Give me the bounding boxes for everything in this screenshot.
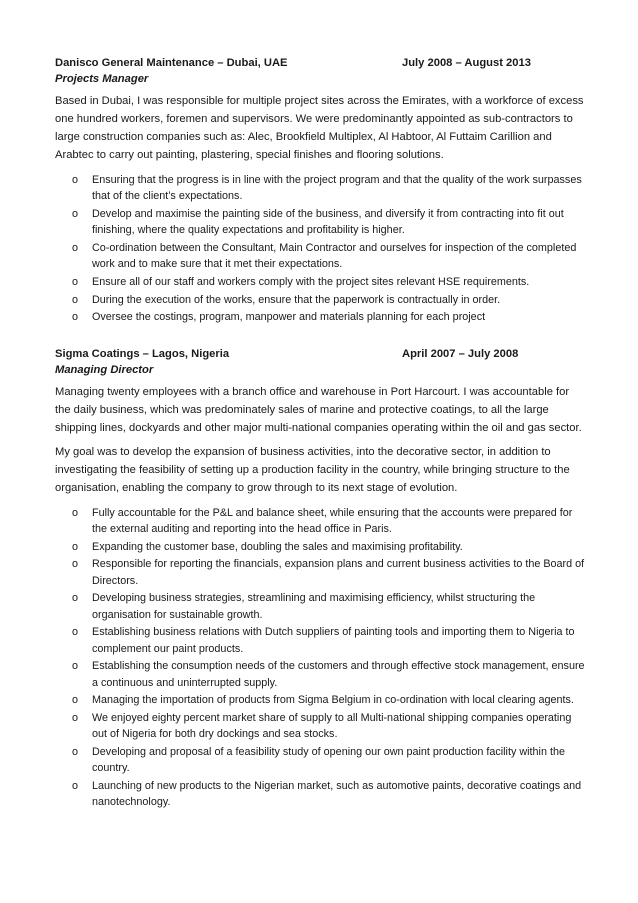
list-item: [55, 539, 587, 555]
list-item-text: Oversee the costings, program, manpower and materials planning for each project: [92, 311, 486, 324]
job-goal-description: My goal was to develop the expansion of business activities, into the decorative sector, in addition to investigating the feasibility of setting up a production facility in the country, while bringing structure to the organisation, enabling the company to grow through to its next stage of evolution.: [55, 445, 570, 494]
job-header: [55, 55, 587, 71]
list-item-text: Managing the importation of products from Sigma Belgium in co-ordination with local clearing agents.: [92, 694, 574, 707]
bullet-icon: o: [72, 276, 79, 288]
bullet-icon: o: [72, 694, 79, 707]
bullet-icon: o: [72, 779, 79, 792]
list-item: [55, 590, 587, 623]
list-item: [55, 240, 587, 273]
company-location: Danisco General Maintenance – Dubai, UAE: [55, 57, 288, 69]
list-item: [55, 744, 587, 777]
responsibilities-list: [55, 172, 587, 326]
list-item-text: Launching of new products to the Nigerian market, such as automotive paints, decorative coatings and nanotechnology.: [92, 779, 582, 809]
bullet-icon: o: [72, 558, 79, 571]
job-entry-sigma: [55, 346, 587, 811]
list-item: [55, 274, 587, 290]
list-item: [55, 658, 587, 691]
job-description: Managing twenty employees with a branch office and warehouse in Port Harcourt. I was accountable for the daily business, which was predominately sales of marine and protective coatings, to all the large shipping lines, dockyards and other major multi-national companies operating within the oil and gas sector.: [55, 385, 582, 434]
list-item-text: Developing and proposal of a feasibility study of opening our own paint production facility within the country.: [92, 745, 565, 775]
bullet-icon: o: [72, 711, 79, 724]
job-entry-danisco: [55, 55, 587, 326]
list-item-text: Establishing the consumption needs of the customers and through effective stock management, ensure a continuous and uninterrupted supply.: [92, 660, 585, 689]
bullet-icon: o: [72, 208, 79, 220]
bullet-icon: o: [72, 506, 79, 519]
list-item: [55, 292, 587, 308]
job-description: Based in Dubai, I was responsible for multiple project sites across the Emirates, with a workforce of excess one hundred workers, foremen and supervisors. We were predominantly appointed as sub-contractors to large construction companies such as: Alec, Brookfield Multiplex, Al Habtoor, Al Futtaim Carillion and Arabtec to carry out painting, plastering, special finishes and flooring solutions.: [55, 95, 584, 161]
bullet-icon: o: [72, 540, 79, 553]
responsibilities-list: [55, 505, 587, 811]
bullet-icon: o: [72, 745, 79, 758]
bullet-icon: o: [72, 174, 79, 186]
employment-dates: April 2007 – July 2008: [402, 347, 519, 360]
list-item: [55, 172, 587, 205]
job-title: Projects Manager: [55, 73, 149, 85]
list-item-text: We enjoyed eighty percent market share of supply to all Multi-national shipping companies operating out of Nigeria for both dry dockings and sea stocks.: [92, 711, 572, 741]
bullet-icon: o: [72, 660, 79, 673]
list-item: [55, 710, 587, 743]
employment-dates: July 2008 – August 2013: [402, 57, 531, 69]
list-item-text: Ensure all of our staff and workers comply with the project sites relevant HSE requirements.: [92, 276, 530, 288]
list-item: [55, 206, 587, 239]
list-item-text: Responsible for reporting the financials, expansion plans and current business activities to the Board of Directors.: [92, 558, 585, 587]
list-item-text: Ensuring that the progress is in line with the project program and that the quality of the work surpasses that of the client’s expectations.: [92, 174, 582, 203]
list-item-text: Develop and maximise the painting side of the business, and diversify it from contracting into fit out finishing, where the quality expectations and profitability is higher.: [92, 208, 564, 237]
list-item-text: During the execution of the works, ensure that the paperwork is contractually in order.: [92, 293, 501, 306]
list-item-text: Developing business strategies, streamlining and maximising efficiency, whilst structuring the organisation for sustainable growth.: [92, 592, 536, 621]
bullet-icon: o: [72, 242, 79, 254]
bullet-icon: o: [72, 311, 79, 324]
list-item-text: Expanding the customer base, doubling the sales and maximising profitability.: [92, 540, 463, 553]
bullet-icon: o: [72, 592, 79, 605]
bullet-icon: o: [72, 626, 79, 639]
list-item: [55, 505, 587, 538]
list-item: [55, 556, 587, 589]
list-item-text: Fully accountable for the P&L and balance sheet, while ensuring that the accounts were prepared for the external auditing and reporting into the head office in Paris.: [92, 506, 573, 535]
list-item: [55, 692, 587, 708]
bullet-icon: o: [72, 293, 79, 306]
list-item: [55, 309, 587, 325]
job-title: Managing Director: [55, 363, 154, 376]
list-item: [55, 624, 587, 657]
list-item: [55, 778, 587, 811]
company-location: Sigma Coatings – Lagos, Nigeria: [55, 347, 230, 360]
job-header: [55, 346, 587, 362]
list-item-text: Co-ordination between the Consultant, Main Contractor and ourselves for inspection of the completed work and to make sure that it met their expectations.: [92, 242, 577, 271]
list-item-text: Establishing business relations with Dutch suppliers of painting tools and importing them to Nigeria to complement our paint products.: [92, 626, 575, 655]
resume-page: [55, 55, 587, 825]
